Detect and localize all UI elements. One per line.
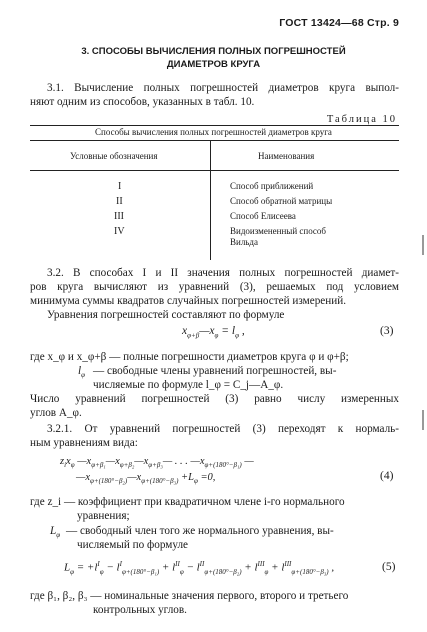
where2-symbol-L: $L_\varphi$ <box>50 525 61 540</box>
section-title-line1: 3. СПОСОБЫ ВЫЧИСЛЕНИЯ ПОЛНЫХ ПОГРЕШНОСТЕЙ <box>81 46 346 57</box>
paragraph-3-2-1-line1: 3.2.1. От уравнений погрешностей (3) переходят к нормаль- <box>47 423 399 435</box>
table-row-2-name: Способ обратной матрицы <box>230 196 333 206</box>
paragraph-3-2-1-line2: ным уравнениям вида: <box>30 437 138 449</box>
equation-4-line2: $—x_{\varphi+(180^\circ-\beta_2)}—x_{\varphi+(180^\circ-\beta_3)} +L_\varphi =0$, <box>76 472 216 486</box>
equation-4-line1: $z_ix_\varphi$ $—x_{\varphi+\beta_1}—x_{\varphi+\beta_2}—x_{\varphi+\beta_3}—$ . . . $—x_{\varphi+(180^\circ-\beta_1)}$ — <box>60 456 254 470</box>
count-line2: углов A_φ. <box>30 407 82 419</box>
table-row-4-code: IV <box>114 226 125 237</box>
where3-line2: контрольных углов. <box>93 604 187 616</box>
table-header-rule <box>30 170 399 171</box>
paragraph-3-1-line1: 3.1. Вычисление полных погрешностей диаметров круга выпол- <box>47 82 399 94</box>
table-row-4-name-cont: Вильда <box>230 237 258 247</box>
count-line1: Число уравнений погрешностей (3) равно числу измеренных <box>30 393 399 405</box>
table-row-2-code: II <box>116 196 123 207</box>
table-row-3-name: Способ Елисеева <box>230 211 296 221</box>
where1-line2: — свободные члены уравнений погрешностей, вы- <box>93 365 337 377</box>
equation-5-number: (5) <box>382 561 396 573</box>
scan-edge-mark-2 <box>422 410 424 430</box>
equation-3: $x_{\varphi+\beta}—x_\varphi = l_\varphi$ , <box>182 325 245 340</box>
paragraph-3-2-line4: Уравнения погрешностей составляют по формуле <box>47 309 285 321</box>
table-caption: Таблица 10 <box>326 114 397 125</box>
where1-symbol-l: $l_\varphi$ <box>78 365 85 380</box>
where2-line4: числяемый по формуле <box>77 539 189 551</box>
table-col2-header: Наименования <box>258 151 315 161</box>
table-row-1-name: Способ приближений <box>230 181 314 191</box>
paragraph-3-2-line3: минимума суммы квадратов случайных погрешностей измерений. <box>30 295 347 307</box>
where1-line1: где x_φ и x_φ+β — полные погрешности диаметров круга φ и φ+β; <box>30 351 349 363</box>
where2-line2: уравнения; <box>77 510 130 522</box>
table-title-rule <box>30 140 399 141</box>
where1-line3: числяемые по формуле l_φ = C_j—A_φ. <box>93 379 284 391</box>
where3-line1: где β₁, β₂, β₃ — номинальные значения первого, второго и третьего <box>30 590 349 602</box>
table-row-4-name: Видоизмененный способ <box>230 226 326 236</box>
paragraph-3-2-line2: ров круга вычисляют из уравнений (3), решаемых под условием <box>30 281 399 293</box>
section-title-line2: ДИАМЕТРОВ КРУГА <box>166 59 261 70</box>
table-title: Способы вычисления полных погрешностей диаметров круга <box>95 127 332 137</box>
where2-line3: — свободный член того же нормального уравнения, вы- <box>66 525 334 537</box>
table-row-1-code: I <box>118 181 122 192</box>
equation-4-number: (4) <box>380 470 394 482</box>
paragraph-3-2-line1: 3.2. В способах I и II значения полных погрешностей диамет- <box>47 267 399 279</box>
where2-line1: где z_i — коэффициент при квадратичном члене i-го нормального <box>30 496 345 508</box>
table-col1-header: Условные обозначения <box>70 151 158 161</box>
table-column-divider <box>210 140 211 260</box>
scan-edge-mark <box>422 235 424 255</box>
table-row-3-code: III <box>114 211 124 222</box>
table-top-rule <box>30 125 399 126</box>
page-header: ГОСТ 13424—68 Стр. 9 <box>279 17 399 29</box>
equation-3-number: (3) <box>380 325 394 337</box>
equation-5: $L_\varphi = +l^I_\varphi - l^I_{\varphi+(180^\circ-\beta_1)} + l^{II}_\varphi - l^{II}_{\varphi+(180^\circ-\beta_2)} + l^{III}_\varphi + l^{III}_{\varphi+(180^\circ-\beta_3)}$ , <box>64 560 335 576</box>
paragraph-3-1-line2: няют одним из способов, указанных в табл. 10. <box>30 96 255 108</box>
